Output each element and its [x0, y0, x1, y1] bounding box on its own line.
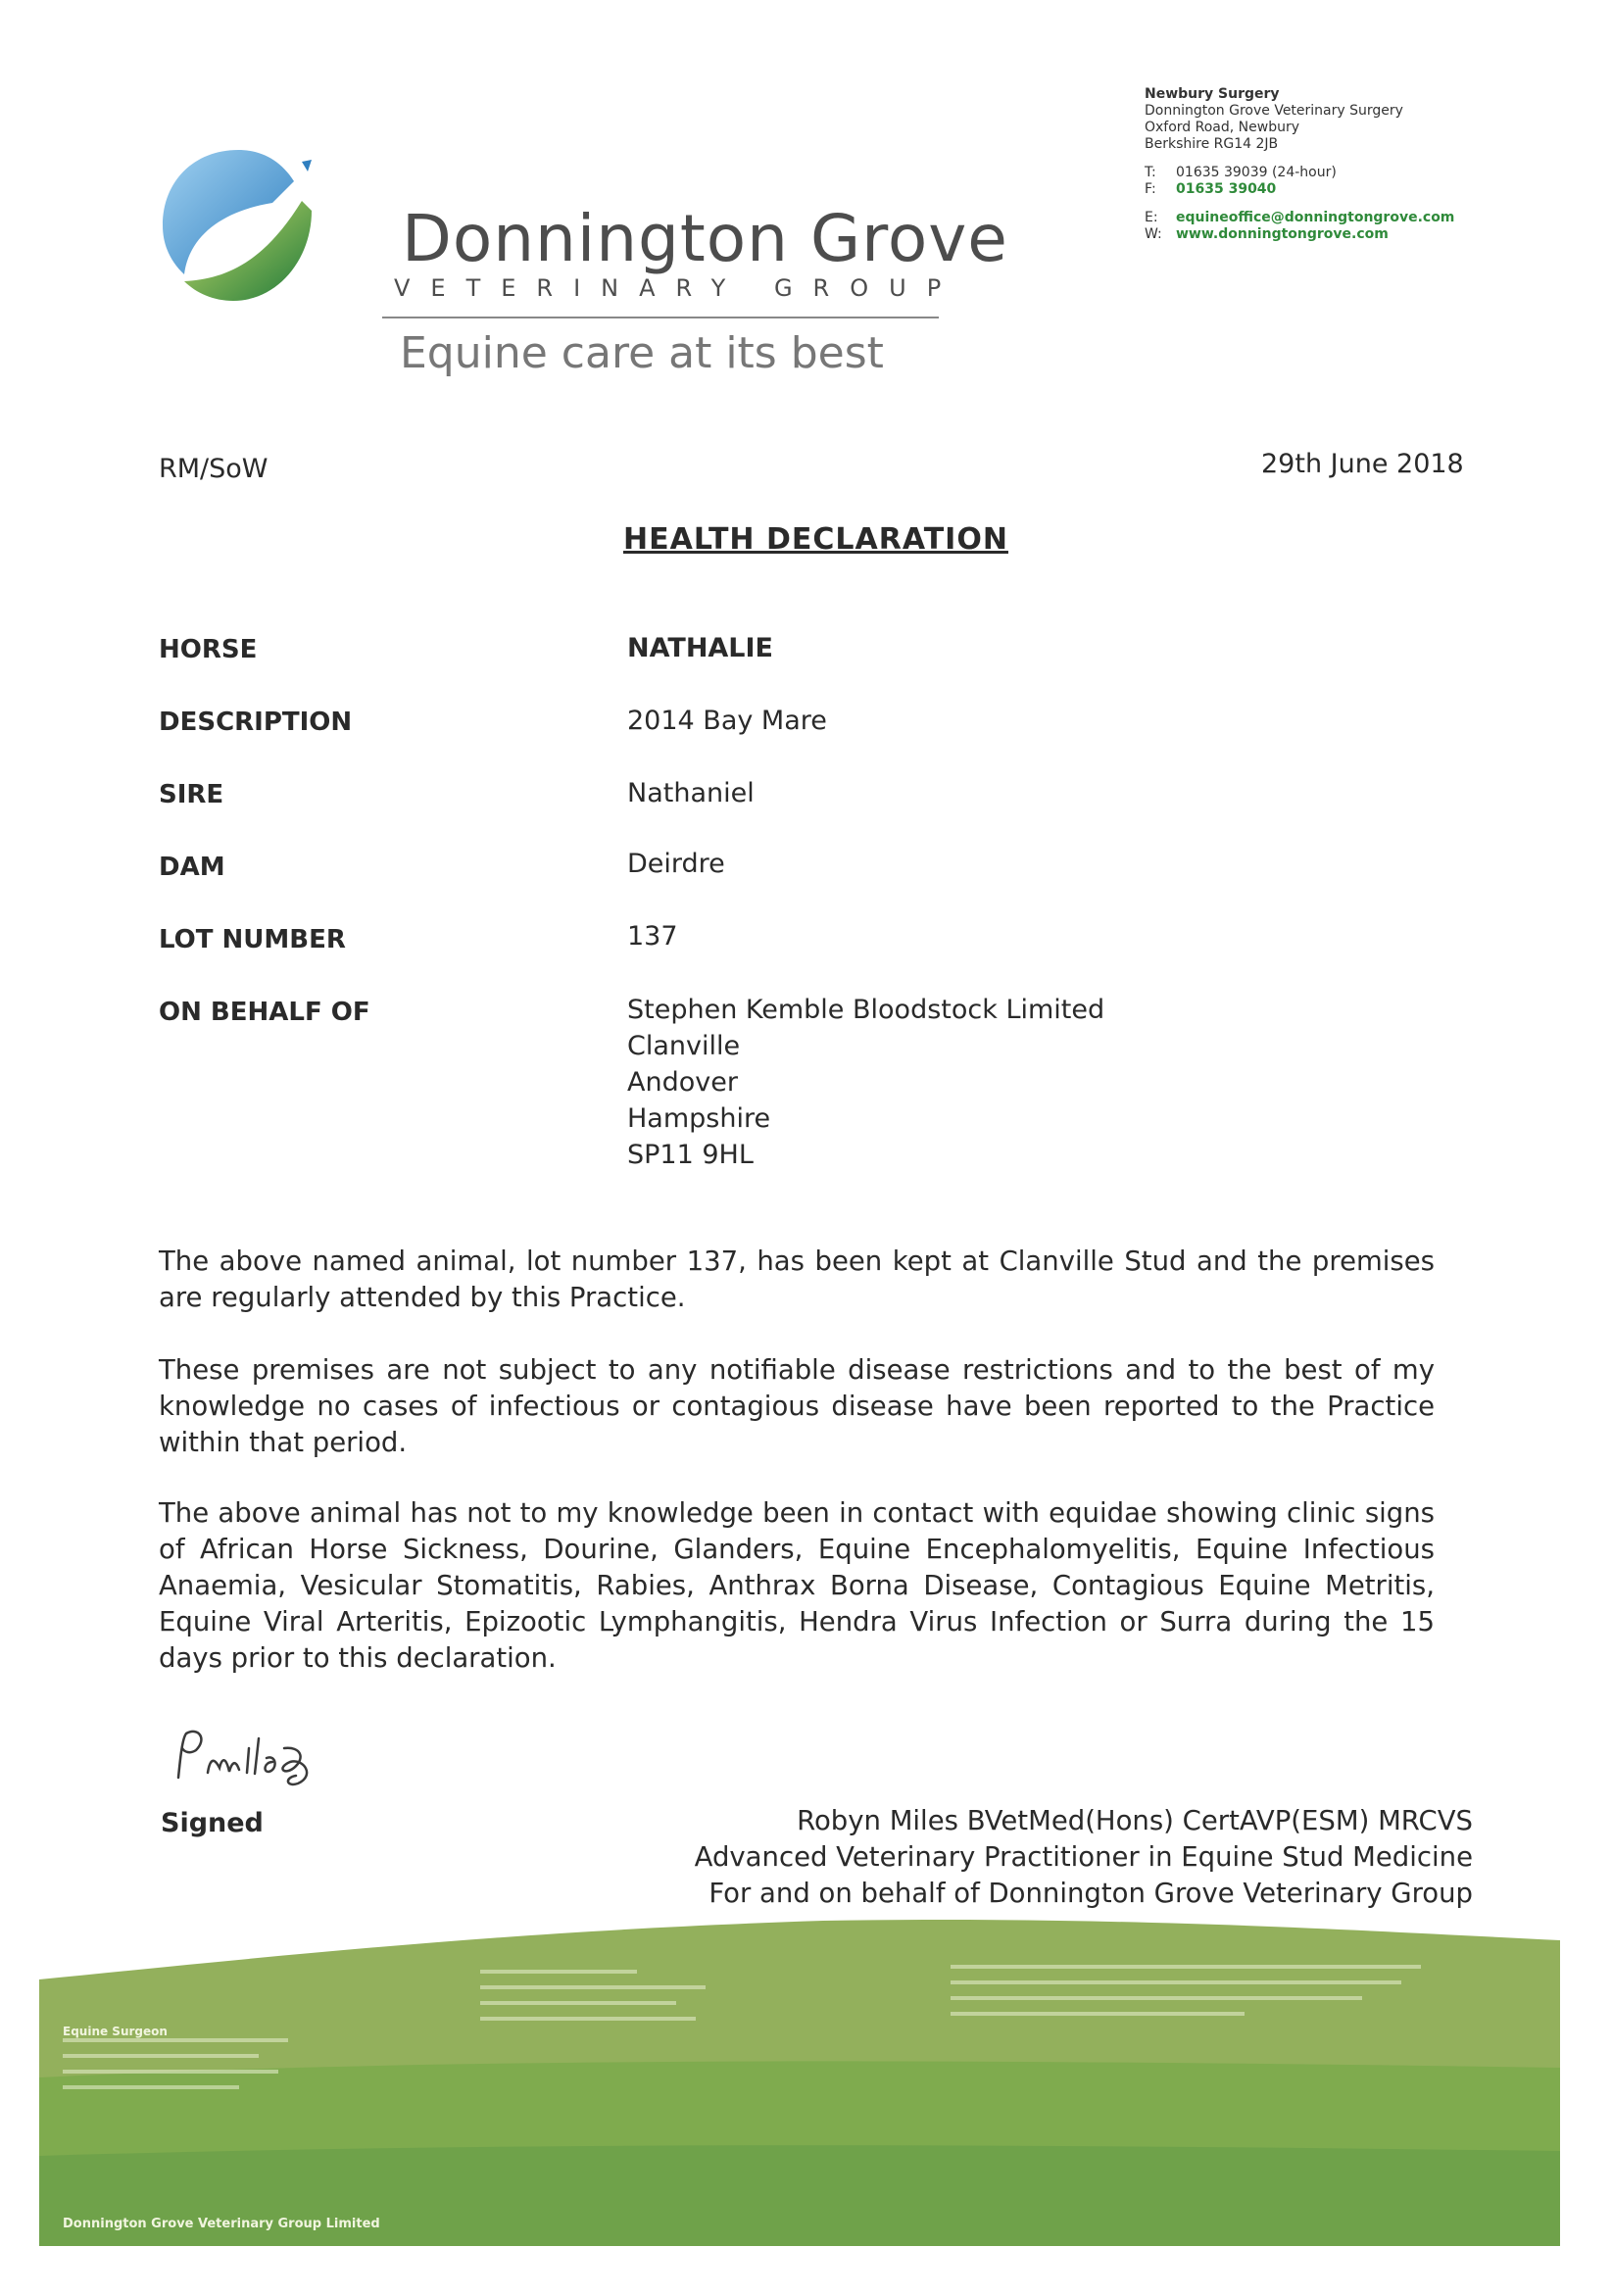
- dam-label: DAM: [159, 853, 225, 882]
- brand-subtitle: VETERINARY GROUP: [394, 274, 962, 302]
- lot-number-label: LOT NUMBER: [159, 925, 346, 954]
- footer-office: Equine Surgeon: [63, 2025, 168, 2038]
- dam-value: Deirdre: [627, 849, 725, 879]
- on-behalf-of-address: [627, 992, 1104, 1173]
- signatory-name: Robyn Miles BVetMed(Hons) CertAVP(ESM) MRCVS: [797, 1805, 1473, 1836]
- surgery-address-line: Donnington Grove Veterinary Surgery: [1145, 103, 1403, 119]
- address-line: Hampshire: [627, 1103, 771, 1134]
- sire-value: Nathaniel: [627, 778, 755, 808]
- letter-date: 29th June 2018: [1261, 449, 1464, 479]
- address-line: SP11 9HL: [627, 1140, 754, 1170]
- telephone-line: [1145, 165, 1454, 181]
- brand-name: Donnington Grove: [402, 201, 1008, 276]
- sire-label: SIRE: [159, 780, 224, 809]
- logo-icon: [155, 142, 321, 309]
- email-line: [1145, 210, 1454, 226]
- reference: RM/SoW: [159, 454, 269, 484]
- surgery-address-line: Oxford Road, Newbury: [1145, 120, 1300, 135]
- horse-value: NATHALIE: [627, 633, 774, 663]
- footer-company: Donnington Grove Veterinary Group Limited: [63, 2217, 380, 2231]
- web-value[interactable]: www.donningtongrove.com: [1176, 226, 1389, 242]
- fax-label: F:: [1145, 181, 1156, 197]
- handwritten-signature: [169, 1719, 374, 1797]
- address-line: Clanville: [627, 1031, 741, 1061]
- address-line: Stephen Kemble Bloodstock Limited: [627, 995, 1105, 1025]
- email-value[interactable]: equineoffice@donningtongrove.com: [1176, 210, 1455, 225]
- surgery-address-line: Berkshire RG14 2JB: [1145, 136, 1279, 152]
- address-line: Andover: [627, 1067, 738, 1098]
- document-title: HEALTH DECLARATION: [623, 522, 1008, 557]
- telephone-value: 01635 39039 (24-hour): [1176, 165, 1337, 180]
- paragraph-3: The above animal has not to my knowledge been in contact with equidae showing clinic signs of African Horse Sickness, Dourine, Glanders, Equine Encephalomyelitis, Equine Infectious Anaemia, Vesicular Stomatitis, Rabies, Anthrax Borna Disease, Contagious Equine Metritis, Equine Viral Arteritis, Epizootic Lymphangitis, Hendra Virus Infection or Surra during the 15 days prior to this declaration.: [159, 1497, 1435, 1674]
- contact-block: [1145, 86, 1454, 243]
- email-label: E:: [1145, 210, 1158, 225]
- signatory-org: For and on behalf of Donnington Grove Veterinary Group: [708, 1878, 1473, 1909]
- brand-tagline: Equine care at its best: [400, 328, 884, 378]
- web-line: [1145, 226, 1454, 243]
- description-value: 2014 Bay Mare: [627, 706, 827, 736]
- footer-band: [39, 1911, 1560, 2246]
- fax-line: [1145, 181, 1454, 198]
- fax-value: 01635 39040: [1176, 181, 1277, 197]
- signatory-title: Advanced Veterinary Practitioner in Equine Stud Medicine: [694, 1841, 1473, 1873]
- horse-label: HORSE: [159, 635, 258, 664]
- telephone-label: T:: [1145, 165, 1156, 180]
- signed-label: Signed: [161, 1808, 264, 1838]
- surgery-name: Newbury Surgery: [1145, 86, 1280, 102]
- brand-divider: [382, 317, 939, 318]
- web-label: W:: [1145, 226, 1162, 242]
- paragraph-2: These premises are not subject to any notifiable disease restrictions and to the best of my knowledge no cases of infectious or contagious disease have been reported to the Practice within that period.: [159, 1354, 1435, 1458]
- lot-number-value: 137: [627, 921, 678, 952]
- on-behalf-of-label: ON BEHALF OF: [159, 998, 370, 1027]
- paragraph-1: The above named animal, lot number 137, has been kept at Clanville Stud and the premises are regularly attended by this Practice.: [159, 1246, 1435, 1313]
- description-label: DESCRIPTION: [159, 708, 353, 737]
- signatory-block: [695, 1803, 1473, 1912]
